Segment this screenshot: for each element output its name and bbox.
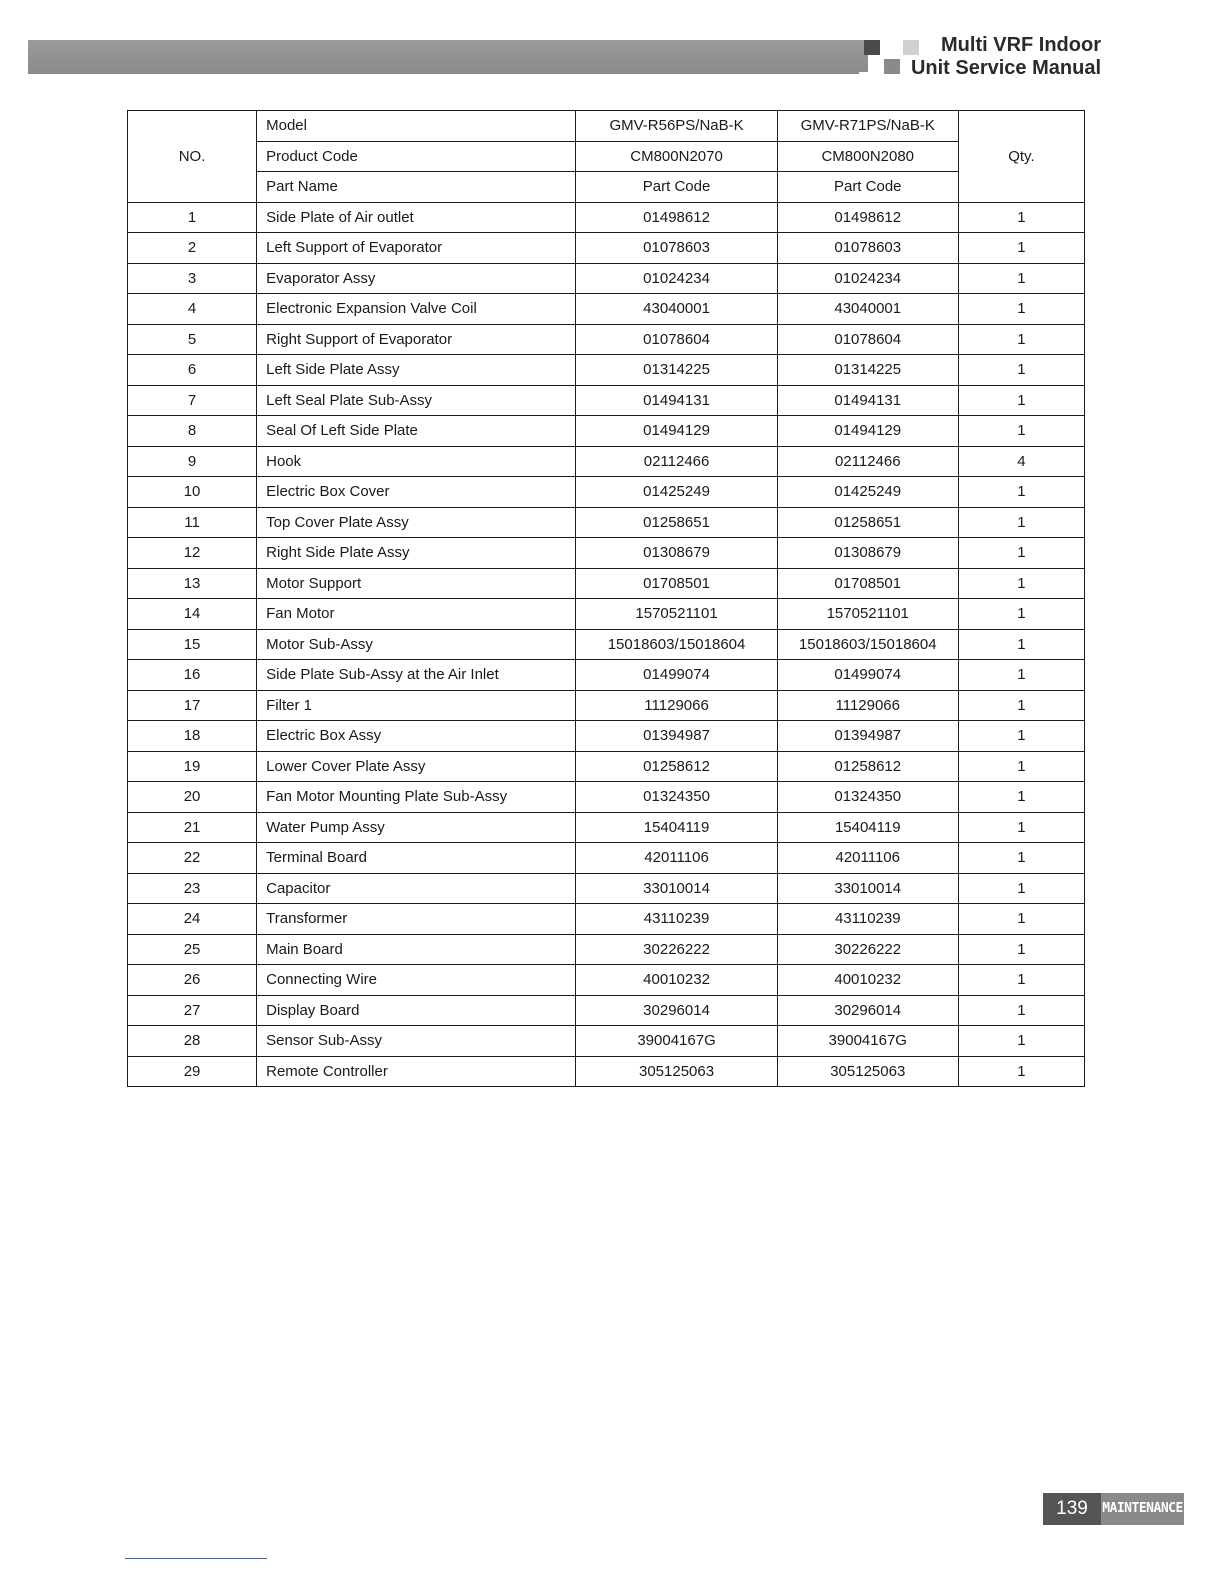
part-code-model-2: 01494129 (777, 416, 958, 447)
quantity: 1 (958, 538, 1084, 569)
row-number: 24 (128, 904, 257, 935)
table-row (128, 568, 1085, 599)
row-number: 11 (128, 507, 257, 538)
quantity: 1 (958, 812, 1084, 843)
header-row-part-name (128, 172, 1085, 203)
table-row (128, 965, 1085, 996)
part-code-model-2: 40010232 (777, 965, 958, 996)
row-number: 23 (128, 873, 257, 904)
row-number: 19 (128, 751, 257, 782)
part-code-label-2: Part Code (777, 172, 958, 203)
document-title (911, 34, 1101, 80)
quantity: 1 (958, 934, 1084, 965)
part-code-model-2: 01494131 (777, 385, 958, 416)
part-code-model-2: 30296014 (777, 995, 958, 1026)
part-name: Electric Box Assy (257, 721, 576, 752)
part-name: Left Seal Plate Sub-Assy (257, 385, 576, 416)
row-number: 6 (128, 355, 257, 386)
model-label: Model (257, 111, 576, 142)
table-row (128, 263, 1085, 294)
part-code-model-1: 01078603 (576, 233, 777, 264)
table-row (128, 629, 1085, 660)
part-name: Capacitor (257, 873, 576, 904)
part-code-model-2: 01024234 (777, 263, 958, 294)
part-code-model-1: 01494129 (576, 416, 777, 447)
part-code-model-2: 01314225 (777, 355, 958, 386)
table-row (128, 202, 1085, 233)
part-code-model-2: 39004167G (777, 1026, 958, 1057)
part-name: Left Side Plate Assy (257, 355, 576, 386)
part-name: Transformer (257, 904, 576, 935)
table-row (128, 446, 1085, 477)
row-number: 8 (128, 416, 257, 447)
product-code-label: Product Code (257, 141, 576, 172)
quantity: 4 (958, 446, 1084, 477)
part-code-model-2: 11129066 (777, 690, 958, 721)
part-code-model-2: 01708501 (777, 568, 958, 599)
table-row (128, 934, 1085, 965)
part-code-model-1: 11129066 (576, 690, 777, 721)
table-row (128, 599, 1085, 630)
part-code-model-1: 01425249 (576, 477, 777, 508)
quantity: 1 (958, 294, 1084, 325)
parts-table (127, 110, 1085, 1087)
table-row (128, 385, 1085, 416)
quantity: 1 (958, 965, 1084, 996)
part-name: Seal Of Left Side Plate (257, 416, 576, 447)
quantity: 1 (958, 721, 1084, 752)
quantity: 1 (958, 1026, 1084, 1057)
row-number: 15 (128, 629, 257, 660)
quantity: 1 (958, 233, 1084, 264)
table-row (128, 904, 1085, 935)
table-row (128, 355, 1085, 386)
part-name: Fan Motor (257, 599, 576, 630)
part-code-model-2: 01499074 (777, 660, 958, 691)
part-name: Top Cover Plate Assy (257, 507, 576, 538)
page-number: 139 (1043, 1493, 1101, 1525)
row-number: 4 (128, 294, 257, 325)
row-number: 7 (128, 385, 257, 416)
part-code-model-1: 15018603/15018604 (576, 629, 777, 660)
part-code-model-1: 15404119 (576, 812, 777, 843)
header-bar (28, 40, 868, 74)
part-name: Left Support of Evaporator (257, 233, 576, 264)
part-name: Side Plate of Air outlet (257, 202, 576, 233)
quantity: 1 (958, 660, 1084, 691)
section-label: MAINTENANCE (1101, 1493, 1184, 1525)
part-code-model-1: 01078604 (576, 324, 777, 355)
part-name: Lower Cover Plate Assy (257, 751, 576, 782)
quantity: 1 (958, 690, 1084, 721)
table-row (128, 294, 1085, 325)
header-row-product-code (128, 141, 1085, 172)
footer-link-line (125, 1558, 267, 1559)
part-code-model-1: 33010014 (576, 873, 777, 904)
table-row (128, 995, 1085, 1026)
part-code-model-2: 01394987 (777, 721, 958, 752)
row-number: 29 (128, 1056, 257, 1087)
part-code-model-2: 02112466 (777, 446, 958, 477)
part-code-model-1: 39004167G (576, 1026, 777, 1057)
row-number: 28 (128, 1026, 257, 1057)
part-code-model-1: 01024234 (576, 263, 777, 294)
part-code-model-1: 02112466 (576, 446, 777, 477)
part-name: Right Side Plate Assy (257, 538, 576, 569)
part-code-model-2: 01078603 (777, 233, 958, 264)
row-number: 25 (128, 934, 257, 965)
row-number: 27 (128, 995, 257, 1026)
part-code-model-2: 15018603/15018604 (777, 629, 958, 660)
table-row (128, 751, 1085, 782)
part-code-model-1: 01324350 (576, 782, 777, 813)
part-name: Electric Box Cover (257, 477, 576, 508)
part-name-label: Part Name (257, 172, 576, 203)
table-row (128, 782, 1085, 813)
row-number: 13 (128, 568, 257, 599)
part-code-model-1: 43110239 (576, 904, 777, 935)
model-2: GMV-R71PS/NaB-K (777, 111, 958, 142)
row-number: 1 (128, 202, 257, 233)
part-name: Terminal Board (257, 843, 576, 874)
part-name: Sensor Sub-Assy (257, 1026, 576, 1057)
row-number: 10 (128, 477, 257, 508)
table-row (128, 812, 1085, 843)
table-row (128, 1026, 1085, 1057)
part-name: Motor Support (257, 568, 576, 599)
part-code-model-2: 01258651 (777, 507, 958, 538)
quantity: 1 (958, 751, 1084, 782)
row-number: 18 (128, 721, 257, 752)
table-row (128, 233, 1085, 264)
table-row (128, 507, 1085, 538)
part-code-model-2: 01498612 (777, 202, 958, 233)
part-code-model-1: 01499074 (576, 660, 777, 691)
part-code-model-1: 01258612 (576, 751, 777, 782)
part-code-model-1: 1570521101 (576, 599, 777, 630)
header-row-model (128, 111, 1085, 142)
part-code-model-1: 40010232 (576, 965, 777, 996)
part-name: Right Support of Evaporator (257, 324, 576, 355)
quantity: 1 (958, 202, 1084, 233)
row-number: 14 (128, 599, 257, 630)
quantity: 1 (958, 629, 1084, 660)
part-name: Side Plate Sub-Assy at the Air Inlet (257, 660, 576, 691)
part-code-model-1: 42011106 (576, 843, 777, 874)
part-code-model-1: 01314225 (576, 355, 777, 386)
model-1: GMV-R56PS/NaB-K (576, 111, 777, 142)
part-code-model-2: 01308679 (777, 538, 958, 569)
part-name: Filter 1 (257, 690, 576, 721)
part-code-model-2: 30226222 (777, 934, 958, 965)
quantity: 1 (958, 599, 1084, 630)
part-code-model-2: 01078604 (777, 324, 958, 355)
row-number: 17 (128, 690, 257, 721)
part-code-model-1: 01308679 (576, 538, 777, 569)
part-code-model-1: 01494131 (576, 385, 777, 416)
table-row (128, 538, 1085, 569)
part-name: Fan Motor Mounting Plate Sub-Assy (257, 782, 576, 813)
row-number: 21 (128, 812, 257, 843)
part-code-model-2: 15404119 (777, 812, 958, 843)
quantity: 1 (958, 843, 1084, 874)
part-code-model-1: 30226222 (576, 934, 777, 965)
part-code-model-1: 305125063 (576, 1056, 777, 1087)
quantity: 1 (958, 782, 1084, 813)
product-code-1: CM800N2070 (576, 141, 777, 172)
part-code-model-1: 01258651 (576, 507, 777, 538)
table-row (128, 873, 1085, 904)
part-code-model-1: 01498612 (576, 202, 777, 233)
row-number: 3 (128, 263, 257, 294)
part-code-model-1: 01708501 (576, 568, 777, 599)
part-name: Water Pump Assy (257, 812, 576, 843)
part-name: Main Board (257, 934, 576, 965)
part-code-model-2: 1570521101 (777, 599, 958, 630)
quantity: 1 (958, 355, 1084, 386)
quantity: 1 (958, 263, 1084, 294)
part-code-model-2: 42011106 (777, 843, 958, 874)
part-code-model-1: 01394987 (576, 721, 777, 752)
row-number: 22 (128, 843, 257, 874)
part-name: Electronic Expansion Valve Coil (257, 294, 576, 325)
row-number: 5 (128, 324, 257, 355)
table-row (128, 660, 1085, 691)
row-number: 9 (128, 446, 257, 477)
table-row (128, 843, 1085, 874)
row-number: 26 (128, 965, 257, 996)
part-code-model-2: 43040001 (777, 294, 958, 325)
part-code-model-2: 01425249 (777, 477, 958, 508)
quantity: 1 (958, 873, 1084, 904)
part-code-model-1: 30296014 (576, 995, 777, 1026)
row-number: 20 (128, 782, 257, 813)
quantity: 1 (958, 568, 1084, 599)
table-row (128, 690, 1085, 721)
part-name: Remote Controller (257, 1056, 576, 1087)
part-name: Motor Sub-Assy (257, 629, 576, 660)
decor-bracket (859, 40, 882, 74)
table-row (128, 721, 1085, 752)
quantity: 1 (958, 507, 1084, 538)
part-code-model-1: 43040001 (576, 294, 777, 325)
part-name: Evaporator Assy (257, 263, 576, 294)
part-code-model-2: 33010014 (777, 873, 958, 904)
part-name: Hook (257, 446, 576, 477)
document-title-line1: Multi VRF Indoor (941, 34, 1101, 56)
quantity: 1 (958, 477, 1084, 508)
quantity: 1 (958, 324, 1084, 355)
part-code-label-1: Part Code (576, 172, 777, 203)
document-title-line2: Unit Service Manual (910, 57, 1101, 79)
quantity: 1 (958, 1056, 1084, 1087)
part-code-model-2: 01258612 (777, 751, 958, 782)
decor-square-mid (884, 59, 900, 74)
row-number: 2 (128, 233, 257, 264)
quantity: 1 (958, 416, 1084, 447)
quantity: 1 (958, 995, 1084, 1026)
table-row (128, 324, 1085, 355)
table-row (128, 477, 1085, 508)
row-number: 12 (128, 538, 257, 569)
part-name: Display Board (257, 995, 576, 1026)
no-header: NO. (128, 111, 257, 203)
product-code-2: CM800N2080 (777, 141, 958, 172)
qty-header: Qty. (958, 111, 1084, 203)
row-number: 16 (128, 660, 257, 691)
table-row (128, 416, 1085, 447)
quantity: 1 (958, 385, 1084, 416)
part-name: Connecting Wire (257, 965, 576, 996)
part-code-model-2: 305125063 (777, 1056, 958, 1087)
quantity: 1 (958, 904, 1084, 935)
part-code-model-2: 01324350 (777, 782, 958, 813)
table-row (128, 1056, 1085, 1087)
part-code-model-2: 43110239 (777, 904, 958, 935)
